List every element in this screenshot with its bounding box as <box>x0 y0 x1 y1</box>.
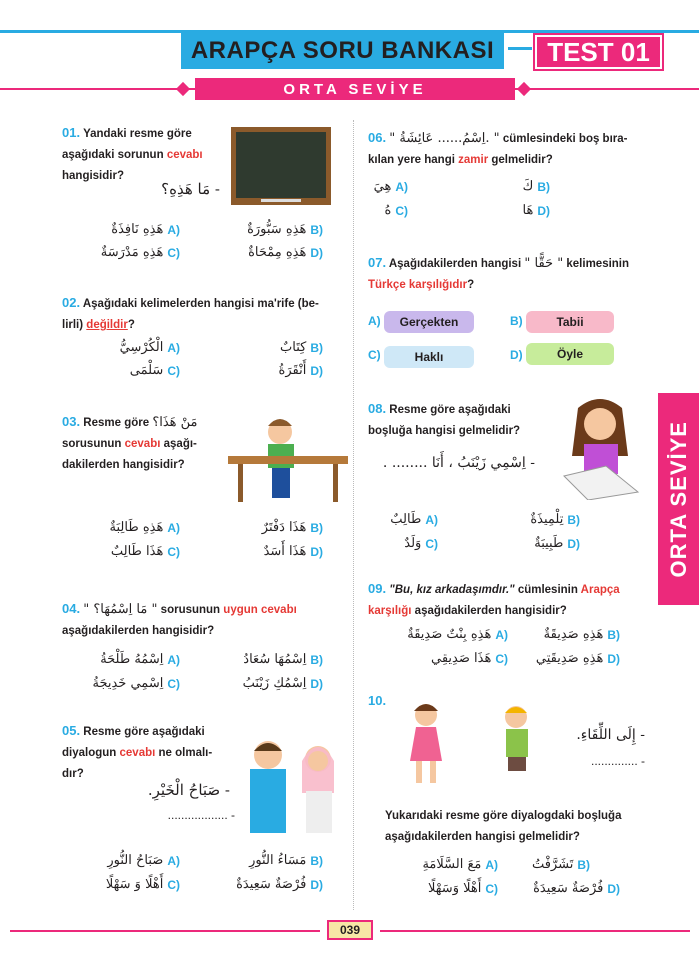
arabic-prompt: " اِسْمُ...... عَائِشَةُ. " <box>389 131 500 146</box>
option-text: طَبِيبَةٌ <box>534 536 564 551</box>
option-text: سَلْمَى <box>129 363 164 378</box>
option-text: هِيَ <box>373 179 392 194</box>
option-letter: B) <box>567 513 580 527</box>
option-letter: D) <box>607 882 620 896</box>
question-text: sorusunun <box>62 438 122 450</box>
question-text: Resme göre <box>83 417 150 429</box>
question-04 <box>62 598 347 642</box>
option-letter: A) <box>167 223 180 237</box>
option-letter: A) <box>167 653 180 667</box>
test-label: TEST 01 <box>547 36 650 67</box>
question-text: aşağı- <box>163 438 197 450</box>
option-c[interactable] <box>368 880 498 898</box>
option-d[interactable] <box>203 675 323 693</box>
dialog-line: - صَبَاحُ الْخَيْرِ. <box>147 781 230 799</box>
question-text: Yandaki resme göre <box>83 128 192 140</box>
option-letter: C) <box>368 348 381 362</box>
option-letter: A) <box>485 858 498 872</box>
option-letter: D) <box>567 537 580 551</box>
question-text: diyalogun <box>62 747 117 759</box>
option-a[interactable] <box>368 626 508 644</box>
question-number: 03. <box>62 414 81 429</box>
option-text: هَا <box>522 203 534 218</box>
dialog-blank: - .............. <box>590 754 645 768</box>
arabic-prompt: " مَا اِسْمُهَا؟ " <box>83 602 158 617</box>
option-letter: A) <box>395 180 408 194</box>
option-b[interactable] <box>510 511 580 529</box>
option-text: هَذِهِ سَبُّورَةٌ <box>247 222 307 237</box>
option-b[interactable] <box>510 626 620 644</box>
option-text: طَالِبٌ <box>390 512 422 527</box>
option-letter: D) <box>310 246 323 260</box>
option-d[interactable] <box>510 535 580 553</box>
question-highlight: cevabı <box>119 747 156 759</box>
option-d[interactable] <box>203 543 323 561</box>
question-text: Aşağıdakilerden hangisi <box>388 258 522 270</box>
option-letter: A) <box>167 521 180 535</box>
question-06 <box>368 127 653 171</box>
option-letter: B) <box>537 180 550 194</box>
option-letter: C) <box>485 882 498 896</box>
option-text: وَلَدٌ <box>404 536 422 551</box>
question-number: 01. <box>62 125 81 140</box>
option-text: فُرْصَةٌ سَعِيدَةٌ <box>533 881 604 896</box>
option-a[interactable] <box>368 856 498 874</box>
footer-line-left <box>10 930 320 932</box>
question-text: ? <box>127 319 135 331</box>
question-number: 02. <box>62 295 81 310</box>
option-c[interactable] <box>368 202 408 220</box>
option-text: هَذِهِ صَدِيقَتِي <box>535 651 604 666</box>
side-level-label: ORTA SEVİYE <box>665 420 691 578</box>
option-text: هَذِهِ بِنْتٌ صَدِيقَةٌ <box>407 627 492 642</box>
question-number: 06. <box>368 130 387 145</box>
option-text: اِسْمِي خَدِيجَةُ <box>92 676 164 691</box>
option-d[interactable] <box>510 880 620 898</box>
level-label: ORTA SEVİYE <box>283 80 427 98</box>
dialog-people-image <box>236 733 346 833</box>
arabic-prompt: - اِسْمِي زَيْنَبُ ، أَنَا ........ . <box>382 455 535 471</box>
girl-image <box>558 396 648 500</box>
dialog-line: - إِلَى اللِّقَاءِ. <box>576 727 645 743</box>
option-c[interactable] <box>60 876 180 894</box>
option-letter: D) <box>310 364 323 378</box>
question-number: 09. <box>368 581 387 596</box>
question-text: kılan yere hangi <box>368 154 455 166</box>
arabic-prompt: " حَقًّا " <box>524 256 564 271</box>
option-text: تَشَرَّفْتُ <box>531 857 574 872</box>
question-number: 10. <box>368 693 387 708</box>
question-text: kelimesinin <box>566 258 630 270</box>
option-letter: C) <box>167 878 180 892</box>
option-text: هَذَا دَفْتَرٌ <box>261 520 307 535</box>
question-text: Yukarıdaki resme göre diyalogdaki boşluğa <box>385 810 622 822</box>
question-text: Resme göre aşağıdaki <box>83 726 205 738</box>
option-d[interactable] <box>203 244 323 262</box>
option-text: هَذِهِ مَدْرَسَةٌ <box>100 245 164 260</box>
page-title: ARAPÇA SORU BANKASI <box>190 37 495 64</box>
option-text: اِسْمُكِ زَيْنَبُ <box>242 676 307 691</box>
option-letter: C) <box>425 537 438 551</box>
diamond-decor <box>517 82 531 96</box>
option-b[interactable] <box>526 311 614 333</box>
option-letter: B) <box>607 628 620 642</box>
option-b[interactable] <box>510 856 590 874</box>
option-text: هَذِهِ طَالِبَةٌ <box>109 520 164 535</box>
option-letter: A) <box>495 628 508 642</box>
option-letter: C) <box>167 364 180 378</box>
option-letter: D) <box>510 348 523 362</box>
diamond-decor <box>176 82 190 96</box>
option-c[interactable] <box>368 650 508 668</box>
question-highlight: zamir <box>458 154 489 166</box>
option-b[interactable] <box>203 339 323 357</box>
option-c[interactable] <box>60 244 180 262</box>
option-text: هَذَا أَسَدٌ <box>263 544 307 559</box>
option-text: كِتَابٌ <box>280 340 307 355</box>
option-letter: B) <box>577 858 590 872</box>
option-a[interactable] <box>60 519 180 537</box>
option-a[interactable] <box>60 852 180 870</box>
question-text: sorusunun <box>160 604 221 616</box>
option-letter: A) <box>167 854 180 868</box>
side-level-tab <box>658 393 699 605</box>
children-waving-image <box>398 695 548 795</box>
option-letter: B) <box>310 653 323 667</box>
option-text: الْكُرْسِيُّ <box>119 340 164 355</box>
option-letter: A) <box>167 341 180 355</box>
question-highlight: değildir <box>86 319 128 331</box>
question-number: 05. <box>62 723 81 738</box>
question-text: aşağıdakilerden hangisidir? <box>62 625 215 637</box>
option-text: أَهْلًا وَ سَهْلًا <box>105 877 164 892</box>
option-text: هَذِهِ صَدِيقَةٌ <box>543 627 604 642</box>
arabic-prompt: - مَا هَذِهِ؟ <box>161 180 220 198</box>
option-text: أَهْلًا وَسَهْلًا <box>428 881 482 896</box>
question-text: dakilerden hangisidir? <box>62 459 185 471</box>
option-letter: B) <box>310 341 323 355</box>
option-letter: A) <box>425 513 438 527</box>
connector <box>508 47 532 50</box>
option-letter: D) <box>310 878 323 892</box>
question-number: 07. <box>368 255 387 270</box>
option-letter: B) <box>310 521 323 535</box>
option-d[interactable] <box>526 343 614 365</box>
question-highlight: uygun cevabı <box>223 604 297 616</box>
question-text: aşağıdakilerden hangisi gelmelidir? <box>385 831 580 843</box>
page-number-text: 039 <box>339 923 361 937</box>
option-text: صَبَاحُ النُّورِ <box>107 853 164 868</box>
option-letter: C) <box>495 652 508 666</box>
question-09 <box>368 578 653 622</box>
option-text: هَذِهِ مِمْحَاةٌ <box>248 245 307 260</box>
option-b[interactable] <box>203 221 323 239</box>
footer-line-right <box>380 930 690 932</box>
question-03 <box>62 411 232 476</box>
arabic-prompt: مَنْ هَذَا؟ <box>152 415 198 430</box>
question-highlight: cevabı <box>166 149 203 161</box>
question-highlight: Arapça <box>580 584 620 596</box>
dialog-blank: - .................. <box>167 808 235 822</box>
blackboard-image <box>231 127 331 205</box>
option-d[interactable] <box>510 650 620 668</box>
option-text: Tabii <box>556 315 584 329</box>
question-text: ? <box>467 279 475 291</box>
option-letter: D) <box>537 204 550 218</box>
option-text: مَسَاءُ النُّورِ <box>249 853 307 868</box>
question-text: Aşağıdaki kelimelerden hangisi ma'rife (be- <box>82 298 319 310</box>
option-letter: D) <box>310 545 323 559</box>
option-d[interactable] <box>510 202 550 220</box>
option-c[interactable] <box>60 675 180 693</box>
option-d[interactable] <box>203 876 323 894</box>
level-bar <box>195 78 515 100</box>
option-b[interactable] <box>203 519 323 537</box>
question-text: cümlesindeki boş bıra- <box>502 133 628 145</box>
option-a[interactable] <box>368 511 438 529</box>
option-letter: B) <box>510 314 523 328</box>
option-letter: D) <box>607 652 620 666</box>
option-text: اِسْمُهُ طَلْحَةُ <box>100 652 164 667</box>
option-d[interactable] <box>203 362 323 380</box>
question-text: dır? <box>62 768 84 780</box>
question-highlight: cevabı <box>124 438 161 450</box>
option-a[interactable] <box>60 339 180 357</box>
option-text: Öyle <box>556 347 583 361</box>
question-text: gelmelidir? <box>491 154 553 166</box>
option-text: كَ <box>522 179 534 194</box>
question-text: aşağıdakilerden hangisidir? <box>414 605 567 617</box>
question-02 <box>62 292 347 336</box>
question-number: 04. <box>62 601 81 616</box>
question-number: 08. <box>368 401 387 416</box>
option-text: هَذِهِ نَافِذَةٌ <box>111 222 164 237</box>
question-text: hangisidir? <box>62 170 124 182</box>
option-c[interactable] <box>368 535 438 553</box>
page-number <box>327 920 373 940</box>
option-text: هَذَا صَدِيقِي <box>431 651 492 666</box>
question-07 <box>368 252 653 296</box>
test-badge <box>535 35 662 69</box>
option-b[interactable] <box>203 651 323 669</box>
option-b[interactable] <box>203 852 323 870</box>
question-text: aşağıdaki sorunun <box>62 149 164 161</box>
question-text: lirli) <box>62 319 84 331</box>
option-letter: A) <box>368 314 381 328</box>
question-text: Resme göre aşağıdaki <box>389 404 511 416</box>
option-letter: C) <box>167 545 180 559</box>
question-text: ne olmalı- <box>158 747 213 759</box>
option-text: تِلْمِيذَةٌ <box>530 512 564 527</box>
question-highlight: karşılığı <box>368 605 412 617</box>
option-a[interactable] <box>60 651 180 669</box>
option-text: Gerçekten <box>399 315 459 329</box>
option-text: اِسْمُهَا سُعَادُ <box>243 652 307 667</box>
option-a[interactable] <box>384 311 474 333</box>
question-text: cümlesinin <box>517 584 578 596</box>
option-text: فُرْصَةٌ سَعِيدَةٌ <box>236 877 307 892</box>
option-text: هَذَا طَالِبٌ <box>110 544 164 559</box>
option-a[interactable] <box>368 178 408 196</box>
student-boy-image <box>228 412 348 504</box>
option-b[interactable] <box>510 178 550 196</box>
option-text: مَعَ السَّلَامَةِ <box>422 857 482 872</box>
option-letter: C) <box>395 204 408 218</box>
option-a[interactable] <box>60 221 180 239</box>
column-divider <box>353 120 354 910</box>
option-letter: C) <box>167 677 180 691</box>
option-c[interactable] <box>60 543 180 561</box>
question-05 <box>62 720 232 785</box>
option-letter: D) <box>310 677 323 691</box>
question-text: boşluğa hangisi gelmelidir? <box>368 425 521 437</box>
option-c[interactable] <box>60 362 180 380</box>
option-text: Haklı <box>414 350 444 364</box>
option-letter: B) <box>310 854 323 868</box>
title-box <box>181 33 504 69</box>
question-text: "Bu, kız arkadaşımdır." <box>389 584 515 596</box>
option-text: أَنْقَرَةُ <box>278 363 307 378</box>
question-10-text <box>385 806 655 848</box>
question-highlight: Türkçe karşılığıdır <box>368 279 468 291</box>
question-01 <box>62 122 232 187</box>
option-text: هُ <box>384 203 392 218</box>
option-letter: B) <box>310 223 323 237</box>
question-08 <box>368 398 558 442</box>
option-c[interactable] <box>384 346 474 368</box>
option-letter: C) <box>167 246 180 260</box>
